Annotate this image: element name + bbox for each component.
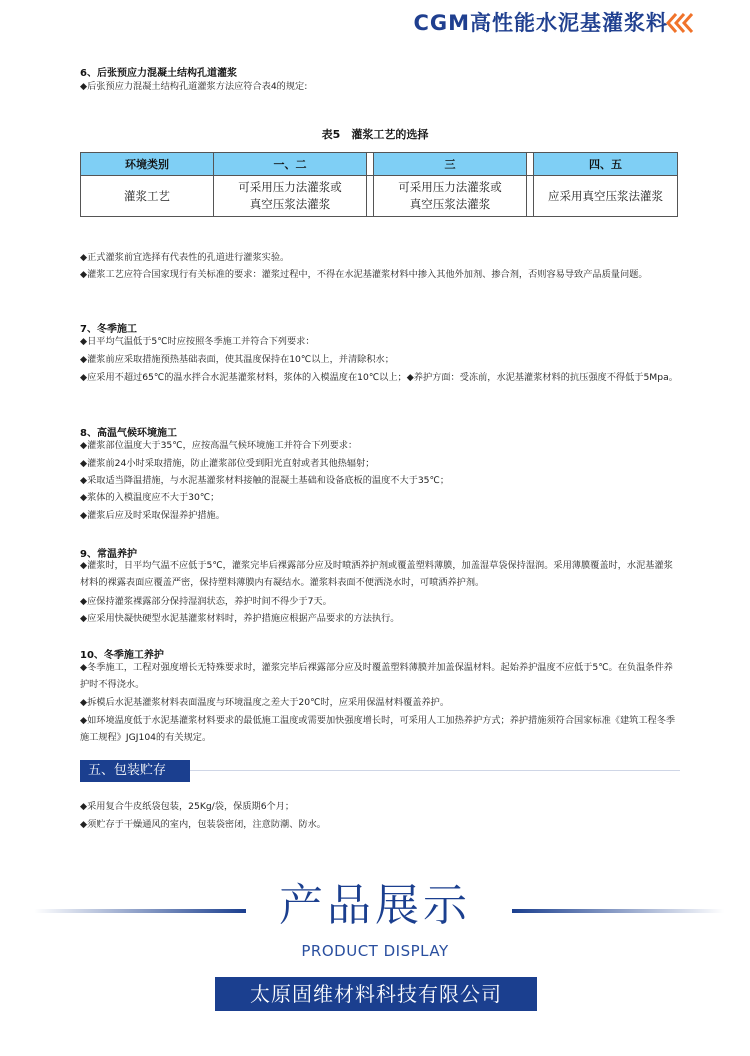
note-item: ◆正式灌浆前宜选择有代表性的孔道进行灌浆实验。 [80, 252, 290, 263]
table-row [81, 176, 678, 217]
section-10-title: 10、冬季施工养护 [80, 650, 164, 661]
table-header-row [81, 153, 678, 176]
list-item: ◆日平均气温低于5℃时应按照冬季施工并符合下列要求： [80, 336, 315, 347]
table-gap [527, 176, 534, 217]
list-item: ◆采用复合牛皮纸袋包装，25Kg/袋，保质期6个月； [80, 801, 295, 812]
list-item: ◆灌浆部位温度大于35℃，应按高温气候环境施工并符合下列要求： [80, 440, 358, 451]
list-item: ◆如环境温度低于水泥基灌浆材料要求的最低施工温度或需要加快强度增长时，可采用人工加热养护方式；养护措施须符合国家标准《建筑工程冬季施工规程》JGJ104的有关规定。 [80, 715, 676, 743]
grouting-table [80, 152, 678, 217]
table-header-cell: 一、二 [214, 153, 367, 176]
table-cell: 应采用真空压浆法灌浆 [534, 176, 678, 217]
list-item: ◆灌浆后应及时采取保湿养护措施。 [80, 510, 225, 521]
product-display-subtitle: PRODUCT DISPLAY [301, 942, 449, 960]
list-item: ◆应采用快凝快硬型水泥基灌浆材料时，养护措施应根据产品要求的方法执行。 [80, 613, 400, 624]
table-cell: 可采用压力法灌浆或 真空压浆法灌浆 [214, 176, 367, 217]
table-cell: 可采用压力法灌浆或 真空压浆法灌浆 [374, 176, 527, 217]
list-item: ◆须贮存于干燥通风的室内，包装袋密闭，注意防潮、防水。 [80, 819, 326, 830]
list-item: ◆灌浆时，日平均气温不应低于5℃，灌浆完毕后裸露部分应及时喷洒养护剂或覆盖塑料薄膜，加盖湿草袋保持湿润。采用薄膜覆盖时，水泥基灌浆材料的裸露表面应覆盖严密，保持塑料薄膜内有凝结水。灌浆料表面不便洒浇水时，可喷洒养护剂。 [80, 560, 673, 588]
section-9-title: 9、常温养护 [80, 549, 137, 560]
list-item: ◆灌浆前应采取措施预热基础表面，使其温度保持在10℃以上，并清除积水； [80, 354, 394, 365]
table-gap [527, 153, 534, 176]
chevron-left-icon [664, 12, 694, 34]
divider [190, 770, 680, 771]
product-display-title: 产品展示 [279, 880, 471, 931]
table-row-label: 灌浆工艺 [81, 176, 214, 217]
section-6-intro: ◆后张预应力混凝土结构孔道灌浆方法应符合表4的规定: [80, 81, 308, 92]
section-8-title: 8、高温气候环境施工 [80, 428, 177, 439]
list-item: ◆应保持灌浆裸露部分保持湿润状态，养护时间不得少于7天。 [80, 596, 332, 607]
list-item: ◆采取适当降温措施，与水泥基灌浆材料接触的混凝土基础和设备底板的温度不大于35℃； [80, 475, 450, 486]
table-header-cell: 三 [374, 153, 527, 176]
table-caption: 表5 灌浆工艺的选择 [321, 128, 429, 141]
note-item: ◆灌浆工艺应符合国家现行有关标准的要求：灌浆过程中，不得在水泥基灌浆材料中掺入其他外加剂、掺合剂，否则容易导致产品质量问题。 [80, 269, 648, 280]
list-item: ◆冬季施工，工程对强度增长无特殊要求时，灌浆完毕后裸露部分应及时覆盖塑料薄膜并加盖保温材料。起始养护温度不应低于5℃。在负温条件养护时不得浇水。 [80, 662, 673, 690]
list-item: ◆应采用不超过65℃的温水拌合水泥基灌浆材料，浆体的入模温度在10℃以上；◆养护方面：受冻前，水泥基灌浆材料的抗压强度不得低于5Mpa。 [80, 372, 678, 383]
company-name-banner: 太原固维材料科技有限公司 [215, 977, 537, 1011]
table-gap [367, 176, 374, 217]
list-item: ◆灌浆前24小时采取措施，防止灌浆部位受到阳光直射或者其他热辐射； [80, 458, 375, 469]
list-item: ◆拆模后水泥基灌浆材料表面温度与环境温度之差大于20℃时，应采用保温材料覆盖养护。 [80, 697, 450, 708]
table-gap [367, 153, 374, 176]
header-title: CGM高性能水泥基灌浆料 [413, 11, 668, 35]
list-item: ◆浆体的入模温度应不大于30℃； [80, 492, 220, 503]
section-7-title: 7、冬季施工 [80, 324, 137, 335]
packaging-section-badge: 五、包装贮存 [80, 760, 190, 782]
section-6-title: 6、后张预应力混凝土结构孔道灌浆 [80, 68, 237, 79]
table-header-cell: 四、五 [534, 153, 678, 176]
table-header-cell: 环境类别 [81, 153, 214, 176]
